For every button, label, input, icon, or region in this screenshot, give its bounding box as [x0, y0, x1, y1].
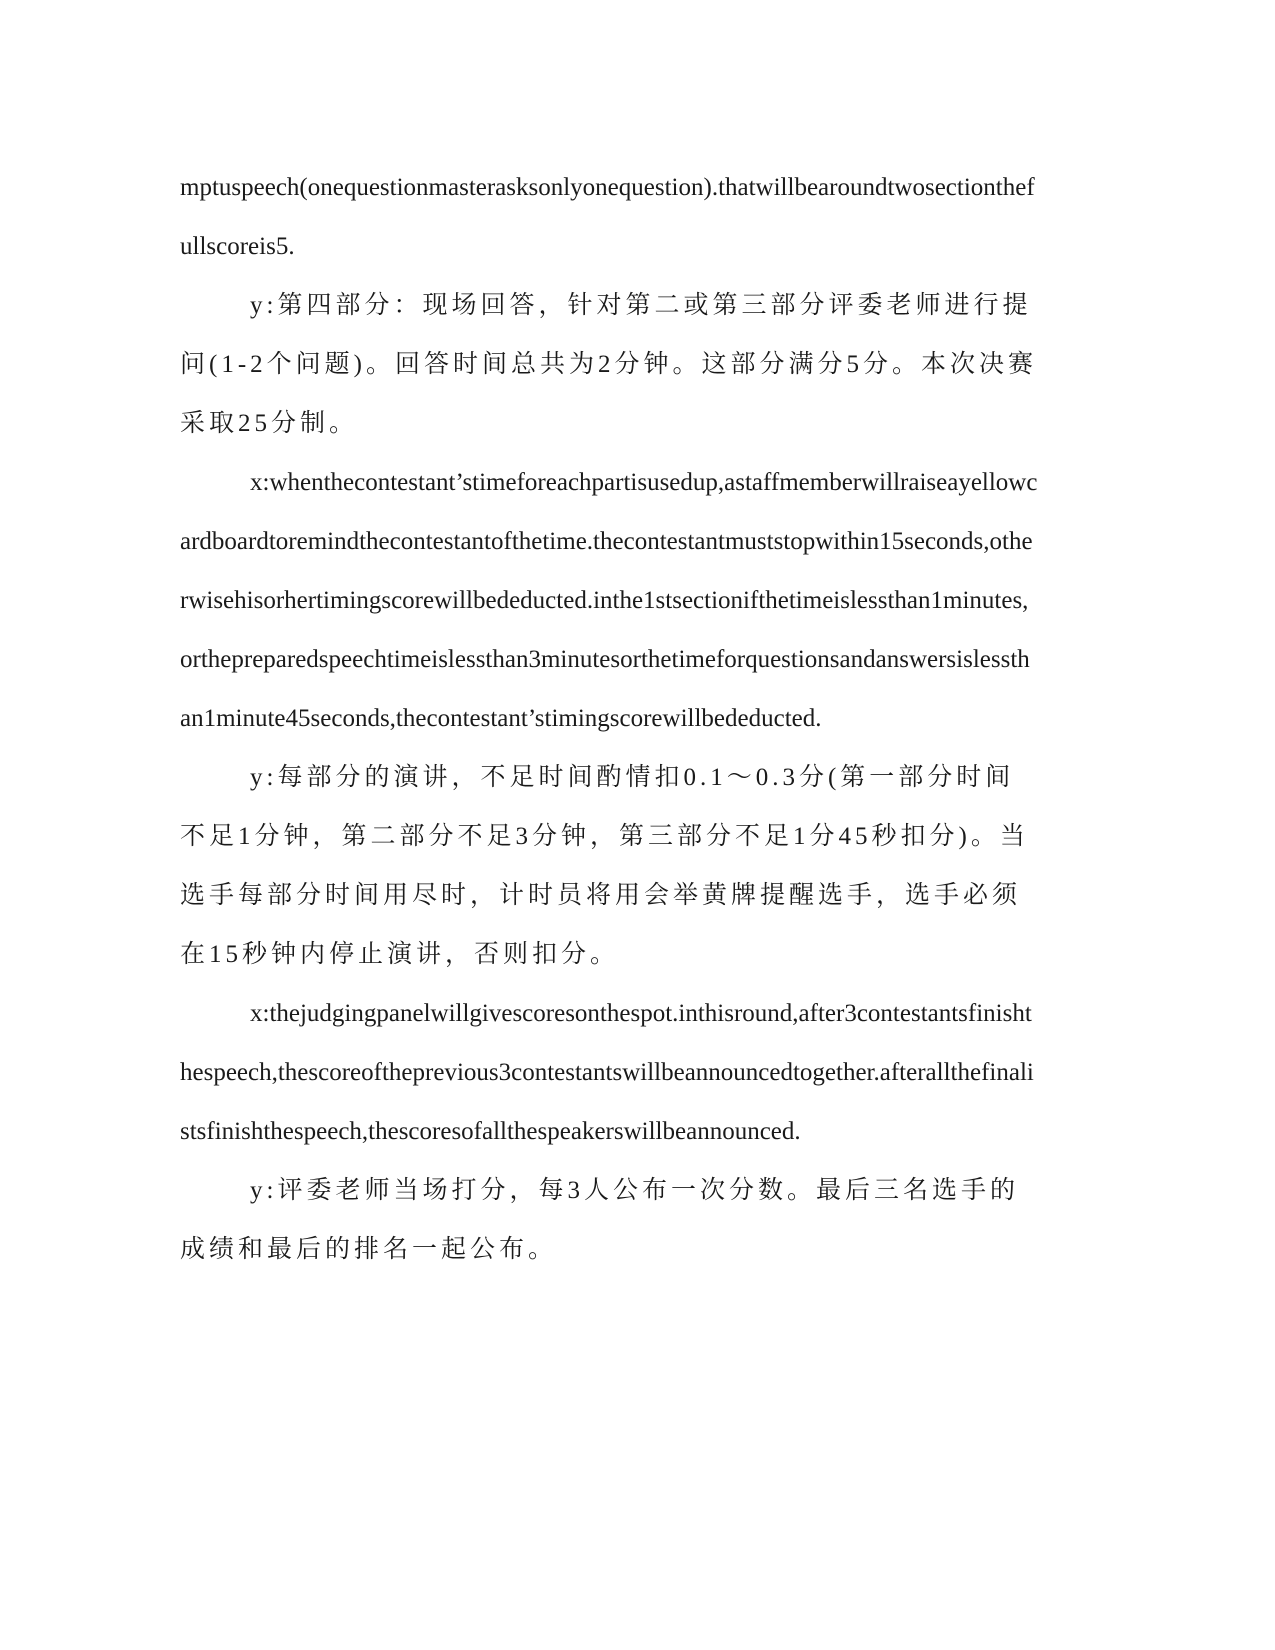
paragraph-2: y:第四部分：现场回答，针对第二或第三部分评委老师进行提问(1-2个问题)。回答时间总共为2分钟。这部分满分5分。本次决赛采取25分制。: [180, 292, 1037, 437]
paragraph-6: y:评委老师当场打分，每3人公布一次分数。最后三名选手的成绩和最后的排名一起公布。: [180, 1177, 1019, 1263]
paragraph-3: x:whenthecontestant’stimeforeachpartisusedup,astaffmemberwillraiseayellowcardboardtoremindthecontestantofthetime.thecontestantmuststopwithin15seconds,otherwisehisorhertimingscorewillbededucted.inthe1stsectionifthetimeislessthan1minutes,orthepreparedspeechtimeislessthan3minutesorthetimeforquestionsandanswersislessthan1minute45seconds,thecontestant’stimingscorewillbededucted.: [180, 469, 1038, 732]
paragraph-5: x:thejudgingpanelwillgivescoresonthespot.inthisround,after3contestantsfinishthespeech,thescoreoftheprevious3contestantswillbeannouncedtogether.afterallthefinalistsfinishthespeech,thescoresofallthespeakerswillbeannounced.: [180, 1000, 1034, 1145]
document-page: [180, 158, 1040, 1279]
paragraph-1: mptuspeech(onequestionmasterasksonlyonequestion).thatwillbearoundtwosectionthefullscoreis5.: [180, 174, 1035, 260]
paragraph-4: y:每部分的演讲，不足时间酌情扣0.1～0.3分(第一部分时间不足1分钟，第二部分不足3分钟，第三部分不足1分45秒扣分)。当选手每部分时间用尽时，计时员将用会举黄牌提醒选手，选手必须在15秒钟内停止演讲，否则扣分。: [180, 764, 1029, 968]
